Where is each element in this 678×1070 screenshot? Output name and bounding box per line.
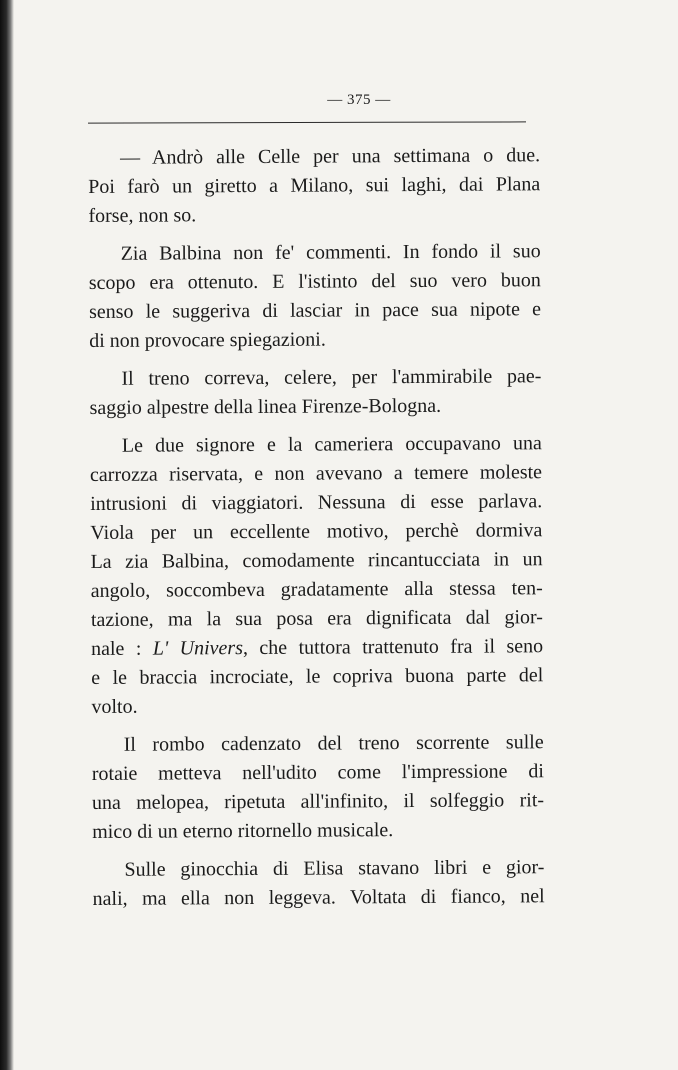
body-text <box>88 141 545 923</box>
page-binding-edge <box>0 0 14 1070</box>
text-line: Zia Balbina non fe' commenti. In fondo il suo <box>120 240 541 265</box>
text-line: carrozza riservata, e non avevano a temere moleste <box>89 461 543 486</box>
paragraph-2 <box>89 237 542 356</box>
text-line: una melopea, ripetuta all'infinito, il solfeggio rit- <box>91 789 545 814</box>
journal-title: L' Univers <box>152 637 244 660</box>
text-line: Le due signore e la cameriera occupavano una <box>121 432 542 457</box>
text-line: saggio alpestre della linea Firenze-Bologna. <box>89 394 442 419</box>
text-line: e le braccia incrociate, le copriva buona parte del <box>91 664 544 689</box>
paragraph-5 <box>92 728 545 847</box>
paragraph-6 <box>92 853 544 914</box>
text-line: Poi farò un giretto a Milano, sui laghi, dai Plana <box>88 173 541 198</box>
text-line: intrusioni di viaggiatori. Nessuna di esse parlava. <box>90 490 543 515</box>
text-line: Il rombo cadenzato del treno scorrente sulle <box>123 731 544 756</box>
text-line: Sulle ginocchia di Elisa stavano libri e gior- <box>124 856 545 881</box>
text-line: tazione, ma la sua posa era dignificata dal gior- <box>90 606 543 631</box>
text-line: mico di un eterno ritornello musicale. <box>92 819 394 843</box>
text-line: — Andrò alle Celle per una settimana o due. <box>120 144 541 169</box>
text-line: nale : L' Univers, che tuttora trattenuto fra il seno <box>91 635 544 660</box>
text-line: di non provocare spiegazioni. <box>89 328 326 352</box>
paragraph-3 <box>89 362 541 423</box>
text-line: forse, non so. <box>88 204 197 227</box>
text-line: nali, ma ella non leggeva. Voltata di fianco, nel <box>92 885 545 910</box>
paragraph-4 <box>90 429 544 722</box>
text-line: volto. <box>91 695 138 718</box>
text-line: Il treno correva, celere, per l'ammirabile pae- <box>121 365 542 390</box>
page-number: — 375 — <box>327 92 391 108</box>
text-line: senso le suggeriva di lasciar in pace sua nipote e <box>88 298 542 323</box>
text-line: scopo era ottenuto. E l'istinto del suo vero buon <box>88 269 541 294</box>
text-line: Viola per un eccellente motivo, perchè dormiva <box>90 519 543 544</box>
text-line: La zia Balbina, comodamente rincantucciata in un <box>90 548 543 573</box>
text-line: angolo, soccombeva gradatamente alla stessa ten- <box>90 577 543 602</box>
paragraph-1 <box>88 141 541 231</box>
header-rule <box>88 121 526 123</box>
text-line: rotaie metteva nell'udito come l'impressione di <box>91 760 544 785</box>
